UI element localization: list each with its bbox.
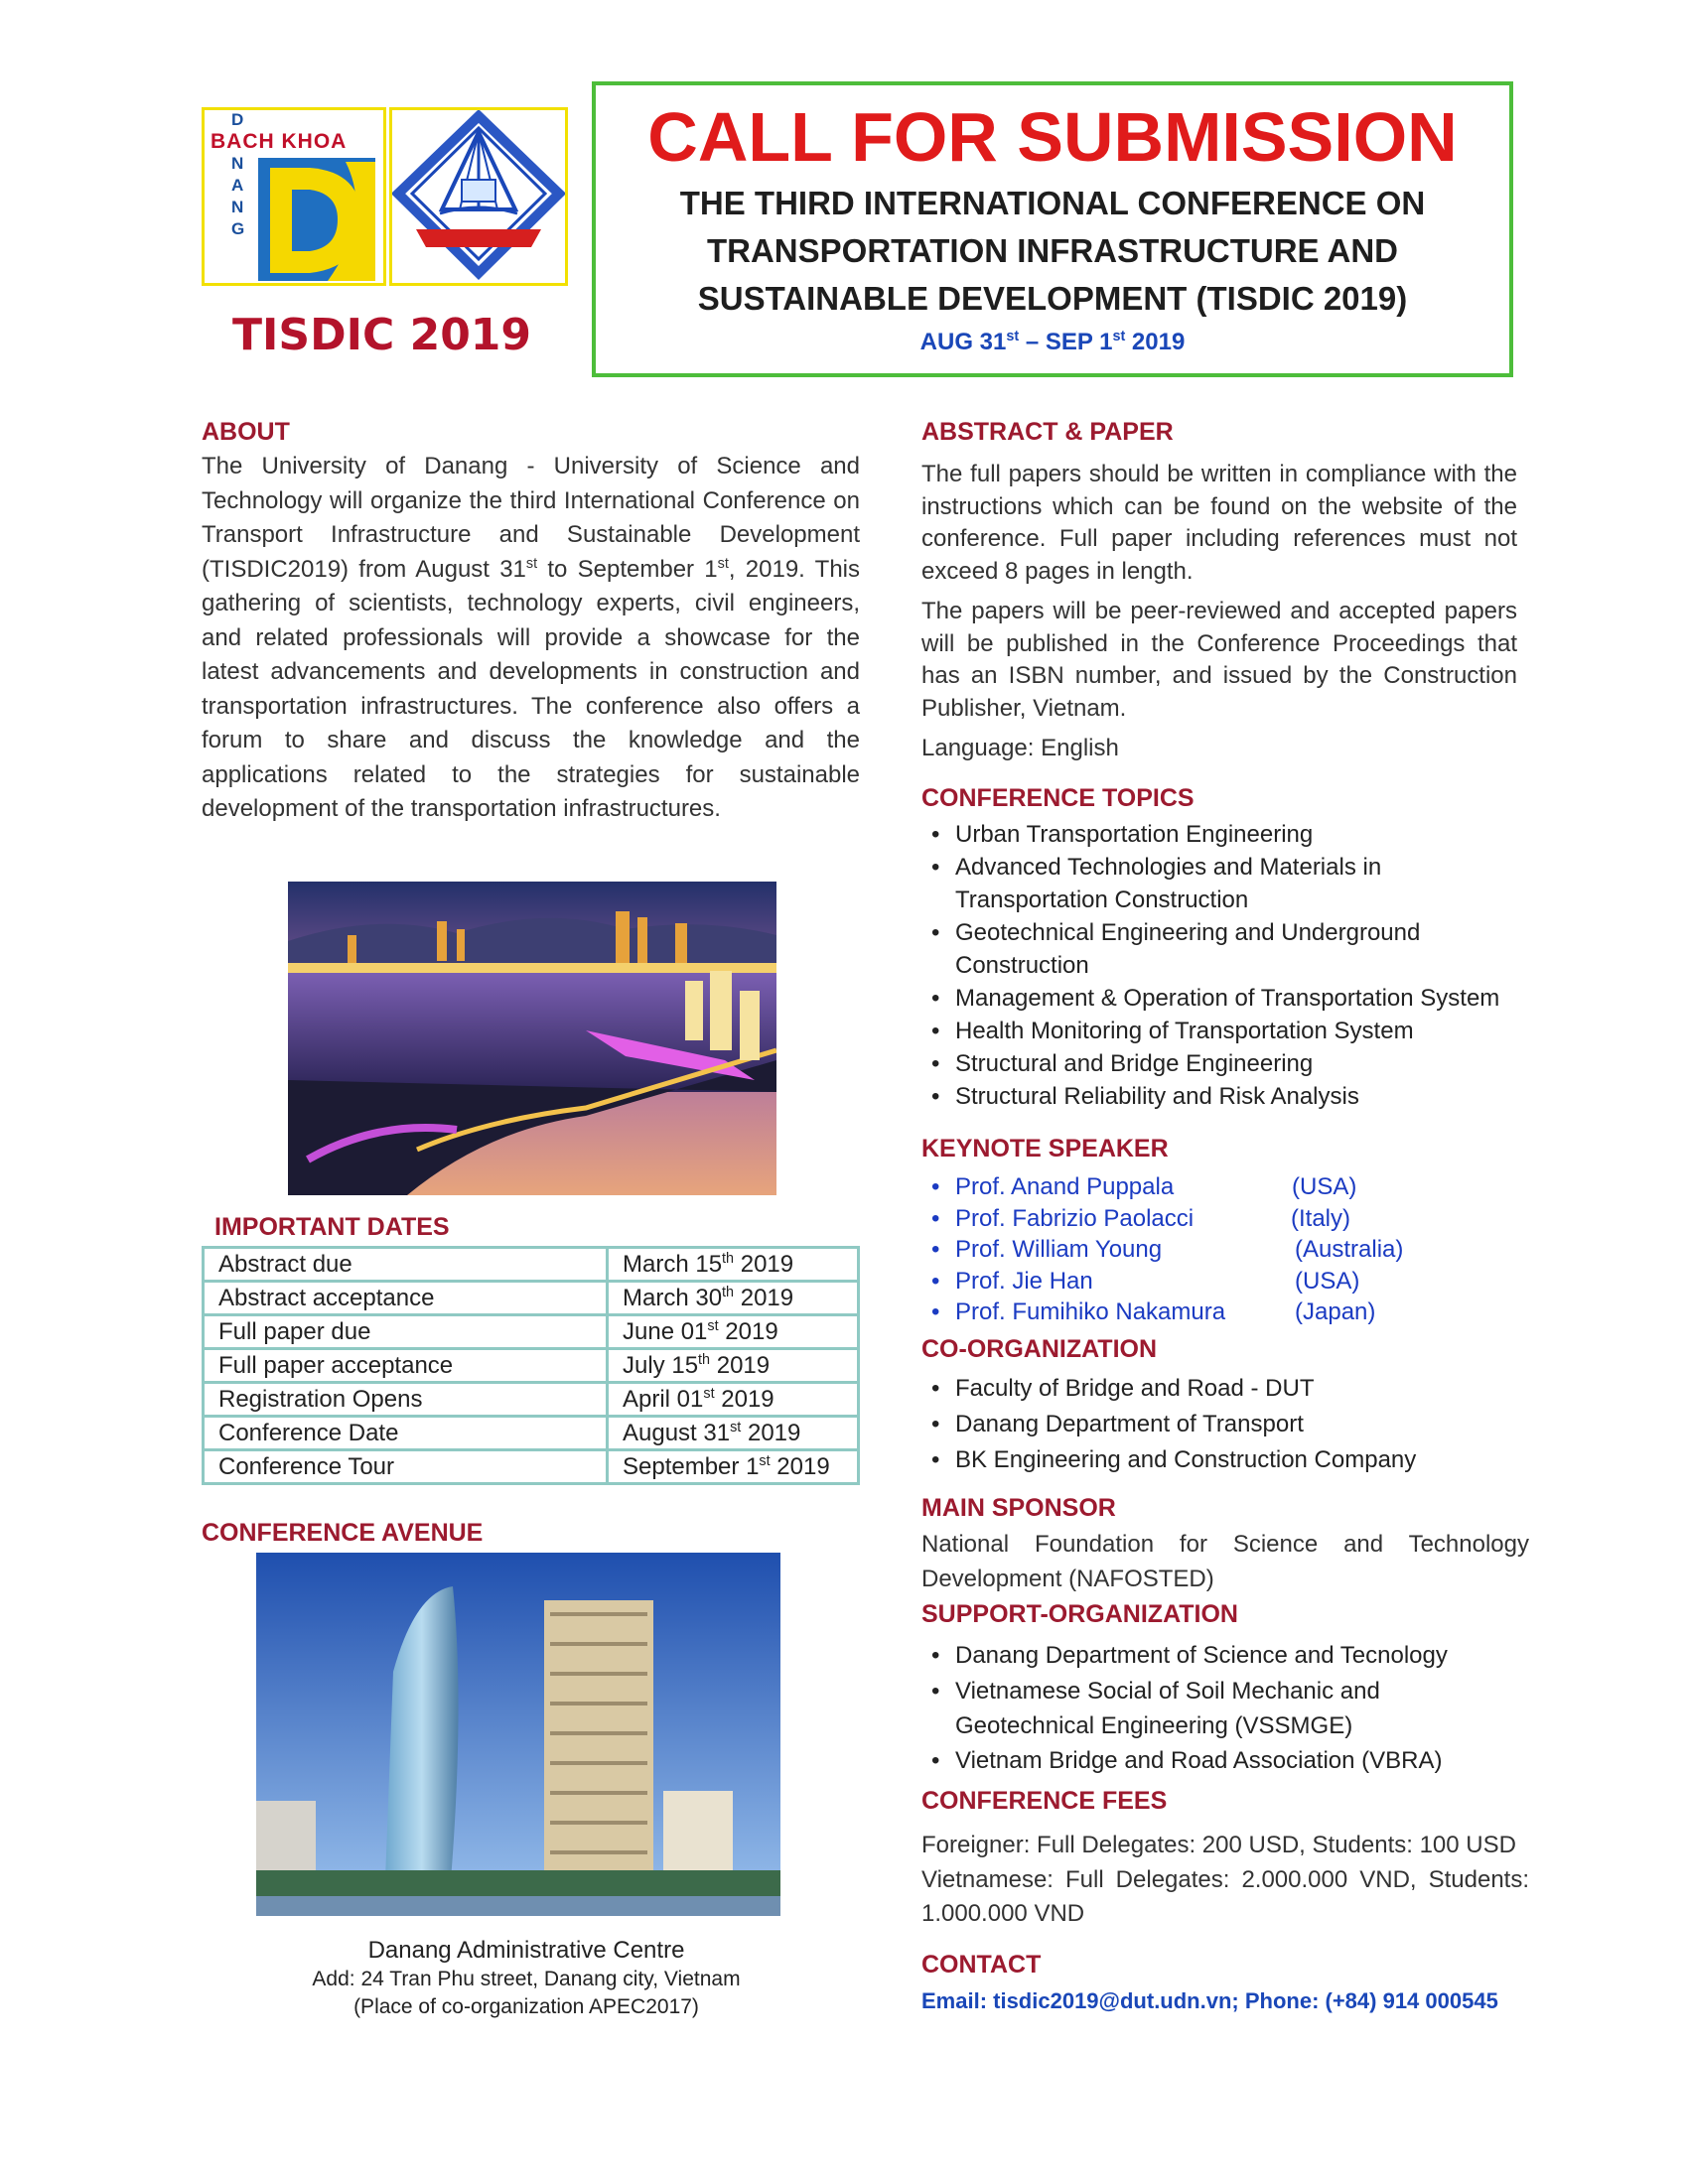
list-item: • Danang Department of Transport (921, 1407, 1517, 1442)
call-title: CALL FOR SUBMISSION (647, 98, 1458, 176)
date-cell: March 15th 2019 (608, 1248, 859, 1282)
speaker-country: (Australia) (1295, 1236, 1404, 1263)
date-cell: June 01st 2019 (608, 1315, 859, 1349)
table-row (204, 1315, 859, 1349)
event-cell: Abstract due (204, 1248, 608, 1282)
about-text: The University of Danang - University of Science and Technology will organize the third International Conference on Transport Infrastructure and Sustainable Development (TISDIC2019) from August 31st to September 1st, 2019. This gathering of scientists, technology experts, civil engineers, and related professionals will provide a showcase for the latest advancements and developments in construction and transportation infrastructures. The conference also offers a forum to share and discuss the knowledge and the applications related to the strategies for sustainable development of the transportation infrastructures. (202, 453, 861, 822)
event-cell: Registration Opens (204, 1383, 608, 1417)
abstract-heading: ABSTRACT & PAPER (921, 418, 1174, 446)
university-logo (202, 107, 386, 286)
list-item: • Danang Department of Science and Tecnology (921, 1638, 1517, 1674)
speaker-country: (Japan) (1295, 1298, 1376, 1325)
fee-vietnamese: Vietnamese: Full Delegates: 2.000.000 VND, Students: 1.000.000 VND (921, 1865, 1529, 1927)
logo-letter: G (231, 219, 245, 238)
speaker-country: (USA) (1295, 1267, 1360, 1295)
abstract-text (921, 459, 1517, 765)
speaker-name: Prof. Anand Puppala (955, 1173, 1175, 1200)
contact-heading: CONTACT (921, 1951, 1042, 1979)
list-item: • Faculty of Bridge and Road - DUT (921, 1371, 1517, 1407)
date-cell: August 31st 2019 (608, 1417, 859, 1450)
speaker-item (921, 1203, 1458, 1235)
speaker-name: Prof. Fumihiko Nakamura (955, 1298, 1226, 1325)
logo-letter: N (231, 154, 244, 173)
table-row (204, 1282, 859, 1315)
speaker-item (921, 1266, 1458, 1297)
list-item: • Vietnam Bridge and Road Association (VBRA) (921, 1743, 1517, 1779)
table-row (204, 1248, 859, 1282)
list-item: • Advanced Technologies and Materials in Transportation Construction (921, 851, 1422, 916)
important-dates-heading: IMPORTANT DATES (214, 1213, 450, 1241)
speaker-item (921, 1171, 1458, 1203)
keynote-heading: KEYNOTE SPEAKER (921, 1135, 1169, 1162)
about-heading: ABOUT (202, 418, 290, 446)
logo-letter: N (231, 198, 244, 216)
speaker-item (921, 1297, 1458, 1328)
event-cell: Full paper due (204, 1315, 608, 1349)
venue-note: (Place of co-organization APEC2017) (353, 1995, 699, 2018)
fee-foreigner: Foreigner: Full Delegates: 200 USD, Students: 100 USD (921, 1832, 1516, 1858)
date-cell: September 1st 2019 (608, 1450, 859, 1484)
conference-dates: AUG 31st – SEP 1st 2019 (919, 329, 1186, 355)
logo-letter: D (231, 110, 244, 129)
event-cell: Abstract acceptance (204, 1282, 608, 1315)
conference-name (596, 180, 1509, 323)
title-box (592, 81, 1513, 377)
list-item: • Health Monitoring of Transportation System (921, 1015, 1517, 1047)
list-item: • Structural Reliability and Risk Analysis (921, 1080, 1517, 1113)
table-row (204, 1450, 859, 1484)
conference-name-line: TRANSPORTATION INFRASTRUCTURE AND (706, 232, 1398, 269)
speaker-country: (Italy) (1291, 1204, 1350, 1232)
logo-d-mark (258, 158, 375, 281)
venue-photo (256, 1553, 780, 1916)
fees-text (921, 1829, 1529, 1932)
event-cell: Conference Date (204, 1417, 608, 1450)
contact-line[interactable]: Email: tisdic2019@dut.udn.vn; Phone: (+84) 914 000545 (921, 1988, 1498, 2013)
event-cell: Conference Tour (204, 1450, 608, 1484)
speaker-country: (USA) (1292, 1173, 1357, 1200)
faculty-logo (389, 107, 568, 286)
brand-label: TISDIC 2019 (232, 310, 532, 360)
table-row (204, 1349, 859, 1383)
venue-address: Add: 24 Tran Phu street, Danang city, Vietnam (312, 1968, 741, 1990)
conference-name-line: THE THIRD INTERNATIONAL CONFERENCE ON (679, 185, 1426, 221)
sponsor-text: National Foundation for Science and Technology Development (NAFOSTED) (921, 1531, 1529, 1592)
venue-caption (258, 1936, 794, 2021)
logo-university-name: BACH KHOA (211, 130, 348, 153)
fees-heading: CONFERENCE FEES (921, 1787, 1168, 1815)
list-item: • Structural and Bridge Engineering (921, 1047, 1517, 1080)
abstract-language: Language: English (921, 735, 1119, 761)
conference-name-line: SUSTAINABLE DEVELOPMENT (TISDIC 2019) (697, 280, 1408, 317)
danang-night-photo (288, 882, 776, 1195)
venue-name: Danang Administrative Centre (367, 1937, 685, 1964)
co-org-list (921, 1371, 1517, 1478)
keynote-list (921, 1171, 1458, 1328)
event-cell: Full paper acceptance (204, 1349, 608, 1383)
list-item: • BK Engineering and Construction Company (921, 1442, 1517, 1478)
co-org-heading: CO-ORGANIZATION (921, 1335, 1158, 1363)
date-cell: July 15th 2019 (608, 1349, 859, 1383)
date-cell: April 01st 2019 (608, 1383, 859, 1417)
list-item: • Geotechnical Engineering and Underground Construction (921, 916, 1472, 982)
abstract-paragraph: The full papers should be written in compliance with the instructions which can be found on the website of the conference. Full paper including references must not exceed 8 pages in length. (921, 461, 1517, 585)
list-item: • Vietnamese Social of Soil Mechanic and Geotechnical Engineering (VSSMGE) (921, 1674, 1422, 1743)
abstract-paragraph: The papers will be peer-reviewed and accepted papers will be published in the Conference Proceedings that has an ISBN number, and issued by the Construction Publisher, Vietnam. (921, 598, 1517, 722)
list-item: • Urban Transportation Engineering (921, 818, 1517, 851)
topics-list (921, 818, 1517, 1113)
table-row (204, 1417, 859, 1450)
logo-letter: A (231, 176, 244, 195)
important-dates-table (202, 1246, 860, 1485)
speaker-name: Prof. Jie Han (955, 1267, 1093, 1295)
support-list (921, 1638, 1517, 1779)
table-row (204, 1383, 859, 1417)
topics-heading: CONFERENCE TOPICS (921, 784, 1195, 812)
speaker-item (921, 1234, 1458, 1266)
support-heading: SUPPORT-ORGANIZATION (921, 1600, 1238, 1628)
sponsor-heading: MAIN SPONSOR (921, 1494, 1116, 1522)
date-cell: March 30th 2019 (608, 1282, 859, 1315)
venue-heading: CONFERENCE AVENUE (202, 1519, 484, 1547)
speaker-name: Prof. William Young (955, 1236, 1163, 1263)
list-item: • Management & Operation of Transportation System (921, 982, 1517, 1015)
speaker-name: Prof. Fabrizio Paolacci (955, 1204, 1195, 1232)
